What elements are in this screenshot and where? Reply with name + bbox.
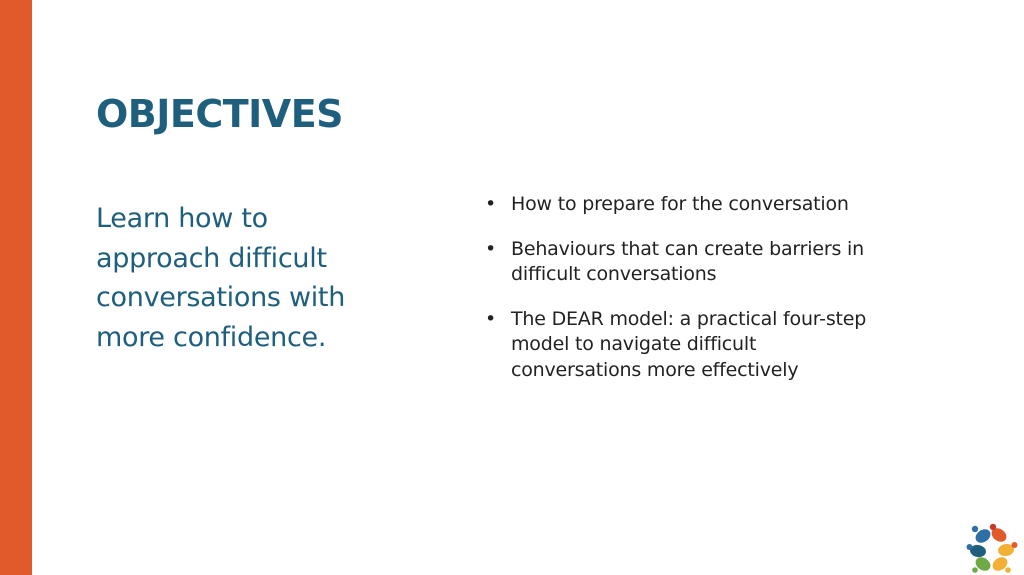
- flower-people-logo-icon: [966, 523, 1018, 573]
- bullet-dot: •: [485, 237, 497, 260]
- logo-petal-gold: [990, 554, 1011, 573]
- objective-text: Behaviours that can create barriers in difficult conversations: [511, 237, 864, 285]
- logo-petal-navy: [967, 544, 987, 559]
- objective-text: The DEAR model: a practical four-step model to navigate difficult conversations more effectively: [511, 307, 867, 381]
- lead-statement: Learn how to approach difficult conversations with more confidence.: [96, 203, 346, 353]
- accent-bar: [0, 0, 32, 575]
- objective-item: [485, 237, 885, 288]
- logo-petal-blue: [972, 526, 993, 546]
- objective-item: [485, 307, 885, 384]
- logo-petal-green: [972, 554, 993, 573]
- slide-title: OBJECTIVES: [96, 92, 344, 136]
- objective-text: How to prepare for the conversation: [511, 193, 849, 215]
- objective-item: [485, 192, 885, 218]
- bullet-dot: •: [485, 193, 497, 215]
- objectives-list: [485, 192, 885, 402]
- logo-petal-yellow: [997, 542, 1017, 557]
- bullet-dot: •: [485, 307, 497, 330]
- logo-petal-orange: [989, 524, 1009, 545]
